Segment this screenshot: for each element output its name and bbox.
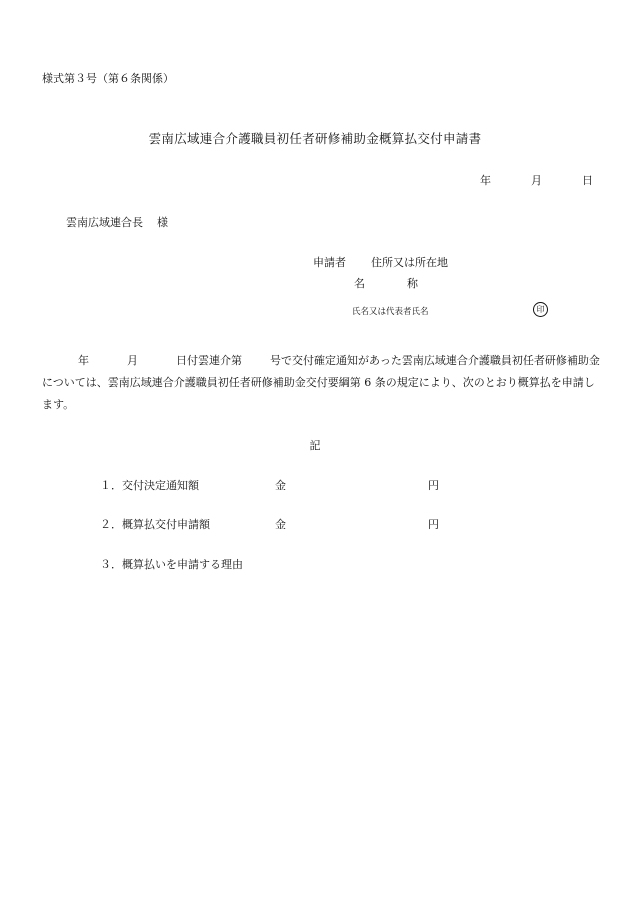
document-title: 雲南広域連合介護職員初任者研修補助金概算払交付申請書 <box>148 131 482 146</box>
body-paragraph <box>42 350 602 416</box>
date-day: 日 <box>582 174 593 187</box>
item-kin: 金 <box>275 518 286 531</box>
applicant-label: 申請者 <box>313 256 346 269</box>
item-kin: 金 <box>275 479 286 492</box>
addressee-name: 雲南広域連合長 <box>66 216 143 229</box>
name-label-second: 称 <box>407 277 418 290</box>
body-mid: 日付雲連介第 <box>176 354 242 367</box>
form-number: 様式第３号（第６条関係） <box>42 72 174 85</box>
name-label-first: 名 <box>354 277 365 290</box>
addressee-honorific: 様 <box>157 216 168 229</box>
address-label: 住所又は所在地 <box>371 256 448 269</box>
name-label <box>354 275 418 291</box>
date-year: 年 <box>480 174 491 187</box>
seal-mark: 印 <box>533 302 548 317</box>
date-line <box>480 172 593 188</box>
addressee <box>66 214 168 230</box>
item-yen: 円 <box>428 479 439 492</box>
date-month: 月 <box>531 174 542 187</box>
item-label: １．交付決定通知額 <box>100 479 199 492</box>
item-label: ２．概算払交付申請額 <box>100 518 210 531</box>
body-year: 年 <box>78 354 89 367</box>
ki-heading: 記 <box>309 439 321 452</box>
item-label: ３．概算払いを申請する理由 <box>100 558 243 571</box>
body-rest: 号で交付確定通知があった雲南広域連合介護職員初任者研修補助金については、雲南広域連合介護職員初任者研修補助金交付要綱第 6 条の規定により、次のとおり概算払を申請します。 <box>42 354 600 411</box>
item-advance-payment-amount <box>100 516 439 532</box>
item-reason <box>100 556 275 572</box>
item-grant-decision-amount <box>100 477 439 493</box>
item-yen: 円 <box>428 518 439 531</box>
representative-label: 氏名又は代表者氏名 <box>352 307 429 317</box>
body-month: 月 <box>127 354 138 367</box>
